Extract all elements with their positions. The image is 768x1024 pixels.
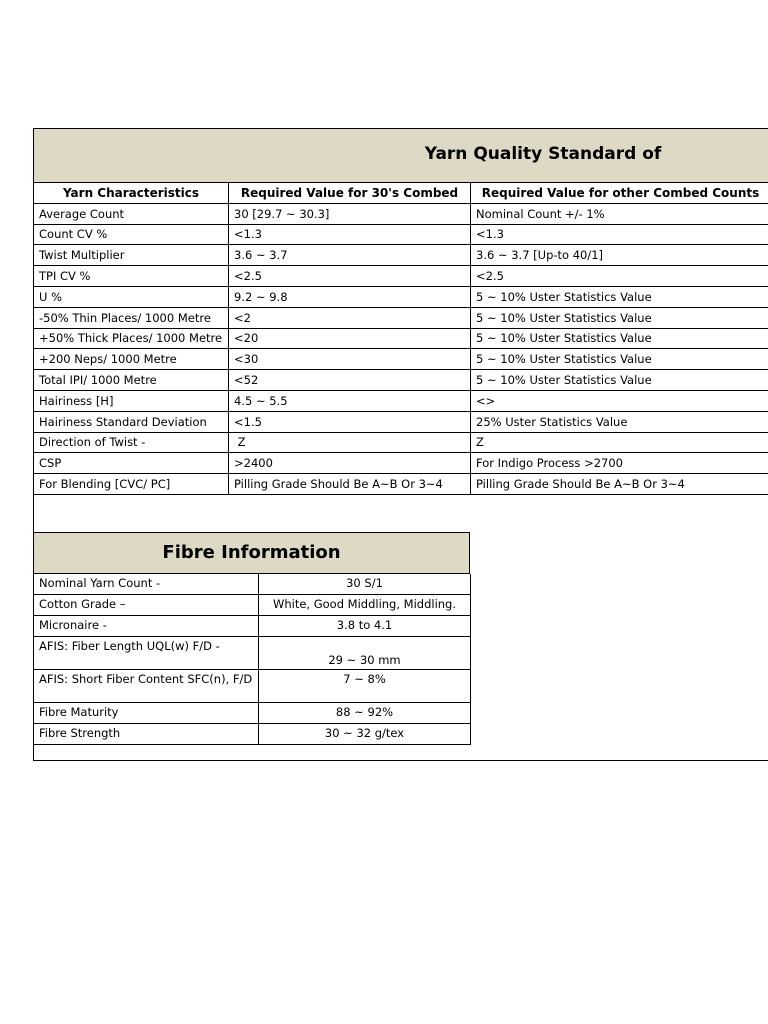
table-cell: <1.3: [471, 224, 768, 245]
table-cell: Fibre Maturity: [34, 703, 259, 724]
table-cell: <20: [229, 328, 471, 349]
column-header: Required Value for 30's Combed: [229, 183, 471, 204]
table-cell: <30: [229, 349, 471, 370]
table-cell: <1.5: [229, 411, 471, 432]
table-cell: Direction of Twist -: [34, 432, 229, 453]
table-cell: Pilling Grade Should Be A~B Or 3~4: [471, 474, 768, 495]
table-cell: AFIS: Fiber Length UQL(w) F/D -: [34, 637, 259, 670]
table-cell: 25% Uster Statistics Value: [471, 411, 768, 432]
table-cell: U %: [34, 286, 229, 307]
table-cell: <1.3: [229, 224, 471, 245]
table-cell: +50% Thick Places/ 1000 Metre: [34, 328, 229, 349]
table-cell: Nominal Yarn Count -: [34, 574, 259, 595]
table-cell: Z: [229, 432, 471, 453]
fibre-information-section: [33, 532, 470, 745]
table-cell: <>: [471, 390, 768, 411]
table-cell: 3.6 ~ 3.7: [229, 245, 471, 266]
table-cell: <2: [229, 307, 471, 328]
table-cell: 30 ~ 32 g/tex: [259, 724, 471, 745]
table-row: [34, 266, 768, 287]
table-cell: 4.5 ~ 5.5: [229, 390, 471, 411]
table-row: [34, 307, 768, 328]
table-row: [34, 595, 471, 616]
table-row: [34, 574, 471, 595]
table-cell: Pilling Grade Should Be A~B Or 3~4: [229, 474, 471, 495]
page-title: Yarn Quality Standard of: [424, 144, 662, 164]
table-cell: 5 ~ 10% Uster Statistics Value: [471, 349, 768, 370]
table-row: [34, 349, 768, 370]
table-cell: 9.2 ~ 9.8: [229, 286, 471, 307]
table-cell: 7 ~ 8%: [259, 670, 471, 703]
table-row: [34, 724, 471, 745]
table-row: [34, 245, 768, 266]
column-header: Yarn Characteristics: [34, 183, 229, 204]
table-cell: >2400: [229, 453, 471, 474]
table-cell: 5 ~ 10% Uster Statistics Value: [471, 307, 768, 328]
table-row: [34, 670, 471, 703]
table-cell: 88 ~ 92%: [259, 703, 471, 724]
table-row: [34, 224, 768, 245]
table-cell: +200 Neps/ 1000 Metre: [34, 349, 229, 370]
table-cell: 3.6 ~ 3.7 [Up-to 40/1]: [471, 245, 768, 266]
table-cell: <52: [229, 370, 471, 391]
table-cell: Nominal Count +/- 1%: [471, 203, 768, 224]
table-cell: Twist Multiplier: [34, 245, 229, 266]
fibre-information-heading: Fibre Information: [33, 532, 470, 574]
table-row: [34, 616, 471, 637]
title-bar: [34, 129, 768, 183]
table-row: [34, 286, 768, 307]
table-cell: 5 ~ 10% Uster Statistics Value: [471, 370, 768, 391]
table-row: [34, 390, 768, 411]
table-row: [34, 370, 768, 391]
table-row: [34, 474, 768, 495]
table-cell: CSP: [34, 453, 229, 474]
table-cell: Hairiness [H]: [34, 390, 229, 411]
table-cell: For Indigo Process >2700: [471, 453, 768, 474]
table-cell: White, Good Middling, Middling.: [259, 595, 471, 616]
table-header-row: [34, 183, 768, 204]
table-cell: 5 ~ 10% Uster Statistics Value: [471, 328, 768, 349]
column-header: Required Value for other Combed Counts: [471, 183, 768, 204]
table-row: [34, 203, 768, 224]
table-cell: Z: [471, 432, 768, 453]
table-cell: AFIS: Short Fiber Content SFC(n), F/D: [34, 670, 259, 703]
table-row: [34, 703, 471, 724]
spreadsheet-sheet: [33, 128, 768, 761]
yarn-quality-table: [33, 182, 768, 495]
table-row: [34, 432, 768, 453]
table-cell: Average Count: [34, 203, 229, 224]
table-row: [34, 328, 768, 349]
table-cell: For Blending [CVC/ PC]: [34, 474, 229, 495]
table-cell: <2.5: [471, 266, 768, 287]
table-cell: Micronaire -: [34, 616, 259, 637]
table-cell: -50% Thin Places/ 1000 Metre: [34, 307, 229, 328]
table-cell: 3.8 to 4.1: [259, 616, 471, 637]
table-cell: Fibre Strength: [34, 724, 259, 745]
table-row: [34, 637, 471, 670]
table-cell: Count CV %: [34, 224, 229, 245]
table-cell: 29 ~ 30 mm: [259, 637, 471, 670]
table-row: [34, 453, 768, 474]
table-cell: TPI CV %: [34, 266, 229, 287]
table-cell: <2.5: [229, 266, 471, 287]
fibre-information-table: [33, 574, 471, 745]
table-cell: 30 [29.7 ~ 30.3]: [229, 203, 471, 224]
table-row: [34, 411, 768, 432]
table-cell: Hairiness Standard Deviation: [34, 411, 229, 432]
table-cell: Total IPI/ 1000 Metre: [34, 370, 229, 391]
table-cell: 30 S/1: [259, 574, 471, 595]
table-cell: Cotton Grade –: [34, 595, 259, 616]
table-cell: 5 ~ 10% Uster Statistics Value: [471, 286, 768, 307]
